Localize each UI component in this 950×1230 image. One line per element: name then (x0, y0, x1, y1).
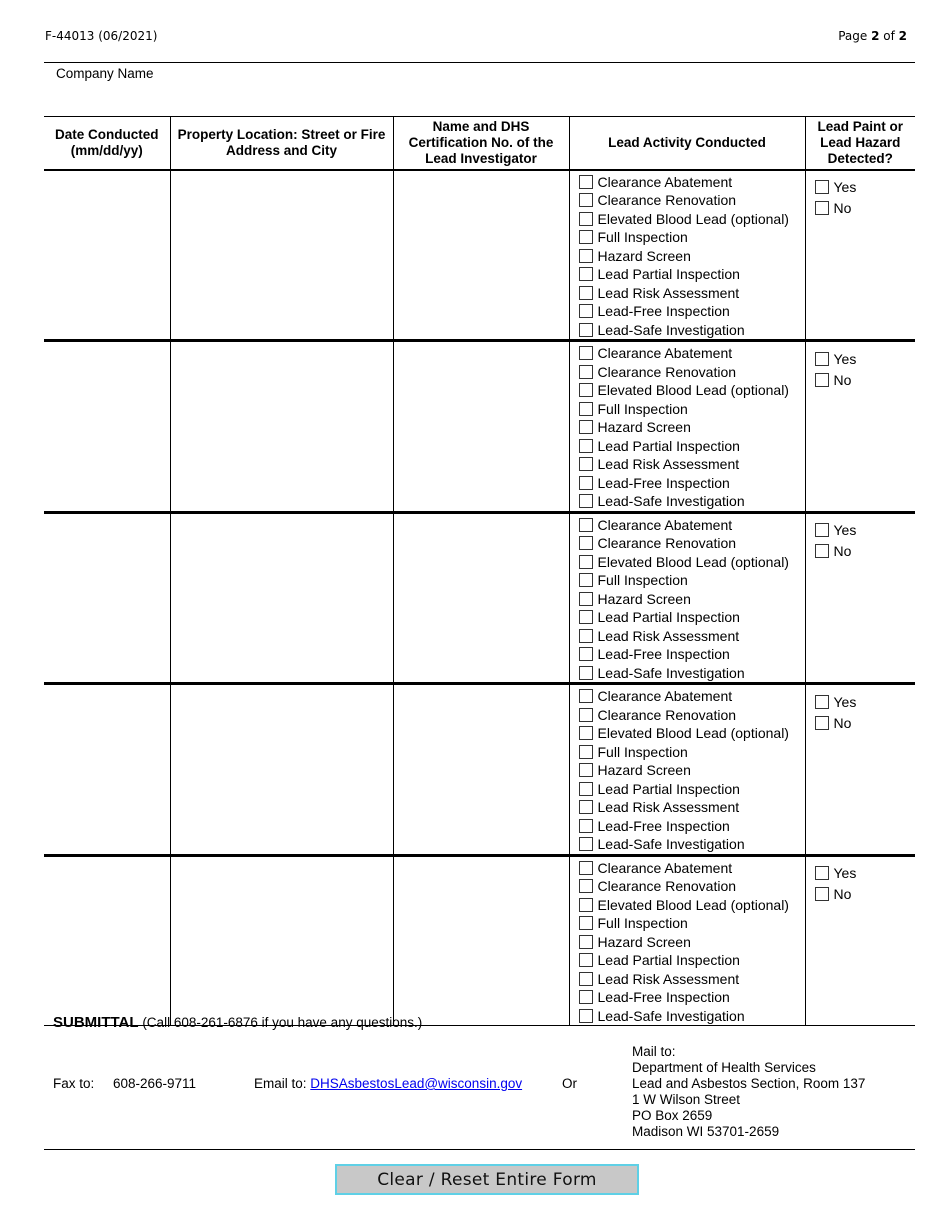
clear-reset-button[interactable]: Clear / Reset Entire Form (335, 1164, 639, 1195)
activity-label: Elevated Blood Lead (optional) (597, 382, 789, 399)
detected-label: Yes (833, 865, 857, 881)
detected-cell (805, 855, 915, 1026)
activity-option[interactable] (579, 492, 805, 511)
col-date-header: Date Conducted (mm/dd/yy) (44, 117, 170, 170)
activity-checkbox[interactable] (579, 592, 593, 606)
activity-option[interactable] (579, 590, 805, 609)
date-cell[interactable] (44, 684, 170, 856)
activity-checkbox[interactable] (579, 647, 593, 661)
date-cell[interactable] (44, 341, 170, 513)
mail-address (632, 1044, 865, 1140)
activity-option[interactable] (579, 247, 805, 266)
activity-label: Full Inspection (597, 572, 688, 589)
col-detected-header: Lead Paint or Lead Hazard Detected? (805, 117, 915, 170)
activity-checkbox[interactable] (579, 666, 593, 680)
activity-label: Elevated Blood Lead (optional) (597, 725, 789, 742)
activity-cell (569, 341, 805, 513)
activity-label: Hazard Screen (597, 933, 691, 950)
activity-checkbox[interactable] (579, 555, 593, 569)
activity-option[interactable] (579, 418, 805, 437)
activity-option[interactable] (579, 400, 805, 419)
mail-line: Department of Health Services (632, 1060, 816, 1075)
activity-label: Clearance Abatement (597, 516, 733, 533)
submittal-line (53, 1014, 422, 1031)
activity-option[interactable] (579, 363, 805, 382)
activity-checkbox[interactable] (579, 610, 593, 624)
detected-checkbox[interactable] (815, 201, 829, 215)
activity-checkbox[interactable] (579, 745, 593, 759)
activity-checkbox[interactable] (579, 230, 593, 244)
activity-checkbox[interactable] (579, 365, 593, 379)
location-cell[interactable] (170, 512, 393, 684)
activity-checkbox[interactable] (579, 689, 593, 703)
detected-checkbox[interactable] (815, 716, 829, 730)
activity-label: Lead Partial Inspection (597, 437, 740, 454)
detected-cell (805, 170, 915, 341)
activity-checkbox[interactable] (579, 1009, 593, 1023)
activity-checkbox[interactable] (579, 819, 593, 833)
activity-label: Full Inspection (597, 400, 688, 417)
table-row (44, 684, 915, 856)
detected-option[interactable] (815, 691, 916, 712)
location-cell[interactable] (170, 684, 393, 856)
header-divider (44, 62, 915, 63)
activity-checkbox[interactable] (579, 323, 593, 337)
detected-option[interactable] (815, 520, 916, 541)
detected-cell (805, 512, 915, 684)
activity-label: Hazard Screen (597, 247, 691, 264)
activity-option[interactable] (579, 210, 805, 229)
activity-option[interactable] (579, 761, 805, 780)
activity-checkbox[interactable] (579, 782, 593, 796)
activity-checkbox[interactable] (579, 726, 593, 740)
activity-label: Full Inspection (597, 229, 688, 246)
page-total: 2 (898, 29, 907, 43)
activity-cell (569, 855, 805, 1026)
activity-label: Hazard Screen (597, 762, 691, 779)
detected-checkbox[interactable] (815, 695, 829, 709)
activity-checkbox[interactable] (579, 346, 593, 360)
lead-activity-table (44, 116, 915, 1026)
detected-option[interactable] (815, 863, 916, 884)
activity-label: Lead Risk Assessment (597, 456, 740, 473)
activity-label: Lead Risk Assessment (597, 284, 740, 301)
activity-option[interactable] (579, 933, 805, 952)
date-cell[interactable] (44, 512, 170, 684)
activity-checkbox[interactable] (579, 800, 593, 814)
location-cell[interactable] (170, 855, 393, 1026)
detected-option[interactable] (815, 541, 916, 562)
activity-cell (569, 512, 805, 684)
page-prefix: Page (838, 29, 872, 43)
activity-option[interactable] (579, 627, 805, 646)
investigator-cell[interactable] (393, 855, 569, 1026)
date-cell[interactable] (44, 855, 170, 1026)
activity-label: Clearance Abatement (597, 688, 733, 705)
activity-option[interactable] (579, 743, 805, 762)
email-label: Email to: (254, 1076, 311, 1091)
footer-divider (44, 1149, 915, 1150)
detected-label: Yes (833, 522, 857, 538)
activity-checkbox[interactable] (579, 439, 593, 453)
detected-checkbox[interactable] (815, 352, 829, 366)
activity-checkbox[interactable] (579, 402, 593, 416)
detected-checkbox[interactable] (815, 887, 829, 901)
activity-label: Full Inspection (597, 743, 688, 760)
detected-label: No (833, 714, 852, 731)
activity-option[interactable] (579, 191, 805, 210)
activity-option[interactable] (579, 817, 805, 836)
location-cell[interactable] (170, 341, 393, 513)
detected-label: Yes (833, 179, 857, 195)
activity-option[interactable] (579, 664, 805, 683)
date-cell[interactable] (44, 170, 170, 341)
activity-option[interactable] (579, 265, 805, 284)
investigator-cell[interactable] (393, 684, 569, 856)
company-name-label: Company Name (56, 66, 154, 81)
activity-label: Lead Risk Assessment (597, 799, 740, 816)
activity-label: Clearance Renovation (597, 706, 737, 723)
table-header-row (44, 117, 915, 170)
activity-checkbox[interactable] (579, 898, 593, 912)
activity-option[interactable] (579, 780, 805, 799)
detected-label: No (833, 886, 852, 902)
activity-option[interactable] (579, 988, 805, 1007)
activity-label: Lead-Safe Investigation (597, 1007, 745, 1024)
activity-option[interactable] (579, 645, 805, 664)
detected-checkbox[interactable] (815, 180, 829, 194)
activity-option[interactable] (579, 835, 805, 854)
table-row (44, 855, 915, 1026)
activity-label: Lead Risk Assessment (597, 627, 740, 644)
page-of: of (879, 29, 899, 43)
page-number (838, 29, 907, 43)
location-cell[interactable] (170, 170, 393, 341)
detected-checkbox[interactable] (815, 866, 829, 880)
activity-label: Elevated Blood Lead (optional) (597, 553, 789, 570)
activity-option[interactable] (579, 516, 805, 535)
activity-label: Elevated Blood Lead (optional) (597, 210, 789, 227)
activity-label: Clearance Renovation (597, 878, 737, 895)
or-label: Or (562, 1076, 577, 1091)
detected-option[interactable] (815, 198, 916, 219)
table-row (44, 512, 915, 684)
detected-label: No (833, 543, 852, 559)
activity-option[interactable] (579, 1007, 805, 1026)
form-id: F-44013 (06/2021) (45, 29, 158, 43)
activity-label: Clearance Abatement (597, 859, 733, 876)
fax-number: 608-266-9711 (113, 1076, 197, 1091)
activity-option[interactable] (579, 859, 805, 878)
detected-label: Yes (833, 693, 857, 710)
activity-option[interactable] (579, 228, 805, 247)
activity-checkbox[interactable] (579, 953, 593, 967)
detected-option[interactable] (815, 884, 916, 905)
activity-option[interactable] (579, 455, 805, 474)
investigator-cell[interactable] (393, 512, 569, 684)
activity-option[interactable] (579, 381, 805, 400)
activity-option[interactable] (579, 173, 805, 192)
activity-option[interactable] (579, 951, 805, 970)
activity-checkbox[interactable] (579, 990, 593, 1004)
activity-label: Lead-Free Inspection (597, 989, 730, 1006)
activity-option[interactable] (579, 344, 805, 363)
detected-option[interactable] (815, 712, 916, 733)
activity-option[interactable] (579, 321, 805, 340)
activity-option[interactable] (579, 877, 805, 896)
activity-label: Lead-Safe Investigation (597, 836, 745, 853)
email-link[interactable]: DHSAsbestosLead@wisconsin.gov (310, 1076, 523, 1091)
activity-option[interactable] (579, 687, 805, 706)
activity-label: Lead Partial Inspection (597, 780, 740, 797)
activity-checkbox[interactable] (579, 573, 593, 587)
activity-checkbox[interactable] (579, 476, 593, 490)
mail-line: Madison WI 53701-2659 (632, 1124, 780, 1139)
activity-checkbox[interactable] (579, 212, 593, 226)
table-row (44, 170, 915, 341)
detected-label: Yes (833, 350, 857, 367)
activity-checkbox[interactable] (579, 286, 593, 300)
activity-label: Lead Risk Assessment (597, 970, 740, 987)
table-row (44, 341, 915, 513)
activity-option[interactable] (579, 437, 805, 456)
activity-cell (569, 684, 805, 856)
activity-checkbox[interactable] (579, 916, 593, 930)
fax-label: Fax to: (53, 1076, 95, 1091)
activity-label: Lead-Free Inspection (597, 646, 730, 663)
col-investigator-header: Name and DHS Certification No. of the Lead Investigator (393, 117, 569, 170)
activity-checkbox[interactable] (579, 879, 593, 893)
investigator-cell[interactable] (393, 341, 569, 513)
activity-label: Clearance Renovation (597, 192, 737, 209)
page-current: 2 (871, 29, 880, 43)
detected-option[interactable] (815, 177, 916, 198)
activity-option[interactable] (579, 474, 805, 493)
activity-option[interactable] (579, 914, 805, 933)
activity-checkbox[interactable] (579, 536, 593, 550)
activity-label: Hazard Screen (597, 590, 691, 607)
activity-label: Clearance Abatement (597, 173, 733, 190)
activity-checkbox[interactable] (579, 518, 593, 532)
detected-label: No (833, 200, 852, 216)
activity-option[interactable] (579, 553, 805, 572)
activity-checkbox[interactable] (579, 175, 593, 189)
activity-label: Clearance Abatement (597, 345, 733, 362)
activity-label: Lead-Free Inspection (597, 474, 730, 491)
activity-label: Full Inspection (597, 915, 688, 932)
mail-line: Mail to: (632, 1044, 676, 1059)
detected-option[interactable] (815, 348, 916, 369)
activity-checkbox[interactable] (579, 935, 593, 949)
activity-label: Hazard Screen (597, 419, 691, 436)
activity-checkbox[interactable] (579, 420, 593, 434)
activity-checkbox[interactable] (579, 972, 593, 986)
activity-checkbox[interactable] (579, 457, 593, 471)
col-activity-header: Lead Activity Conducted (569, 117, 805, 170)
activity-label: Lead-Safe Investigation (597, 321, 745, 338)
activity-label: Lead-Safe Investigation (597, 664, 745, 681)
activity-checkbox[interactable] (579, 837, 593, 851)
activity-option[interactable] (579, 571, 805, 590)
mail-line: Lead and Asbestos Section, Room 137 (632, 1076, 866, 1091)
activity-checkbox[interactable] (579, 629, 593, 643)
activity-label: Clearance Renovation (597, 535, 737, 552)
detected-option[interactable] (815, 369, 916, 390)
activity-label: Lead-Free Inspection (597, 817, 730, 834)
activity-option[interactable] (579, 534, 805, 553)
activity-option[interactable] (579, 284, 805, 303)
activity-label: Lead Partial Inspection (597, 609, 740, 626)
mail-line: PO Box 2659 (632, 1108, 713, 1123)
submittal-heading: SUBMITTAL (53, 1014, 139, 1031)
activity-checkbox[interactable] (579, 383, 593, 397)
activity-option[interactable] (579, 706, 805, 725)
activity-label: Lead Partial Inspection (597, 266, 740, 283)
activity-option[interactable] (579, 724, 805, 743)
detected-cell (805, 684, 915, 856)
detected-checkbox[interactable] (815, 523, 829, 537)
mail-line: 1 W Wilson Street (632, 1092, 741, 1107)
col-location-header: Property Location: Street or Fire Address and City (170, 117, 393, 170)
activity-checkbox[interactable] (579, 861, 593, 875)
activity-option[interactable] (579, 608, 805, 627)
activity-option[interactable] (579, 798, 805, 817)
activity-label: Clearance Renovation (597, 363, 737, 380)
activity-option[interactable] (579, 302, 805, 321)
activity-label: Lead Partial Inspection (597, 952, 740, 969)
email-line (254, 1076, 522, 1091)
activity-checkbox[interactable] (579, 249, 593, 263)
activity-checkbox[interactable] (579, 494, 593, 508)
activity-checkbox[interactable] (579, 267, 593, 281)
submittal-note: (Call 608-261-6876 if you have any questions.) (142, 1015, 423, 1030)
activity-checkbox[interactable] (579, 304, 593, 318)
detected-cell (805, 341, 915, 513)
activity-label: Lead-Free Inspection (597, 303, 730, 320)
activity-cell (569, 170, 805, 341)
activity-option[interactable] (579, 896, 805, 915)
activity-checkbox[interactable] (579, 708, 593, 722)
activity-option[interactable] (579, 970, 805, 989)
detected-label: No (833, 371, 852, 388)
activity-checkbox[interactable] (579, 763, 593, 777)
investigator-cell[interactable] (393, 170, 569, 341)
activity-label: Lead-Safe Investigation (597, 493, 745, 510)
activity-checkbox[interactable] (579, 193, 593, 207)
activity-label: Elevated Blood Lead (optional) (597, 896, 789, 913)
detected-checkbox[interactable] (815, 544, 829, 558)
detected-checkbox[interactable] (815, 373, 829, 387)
